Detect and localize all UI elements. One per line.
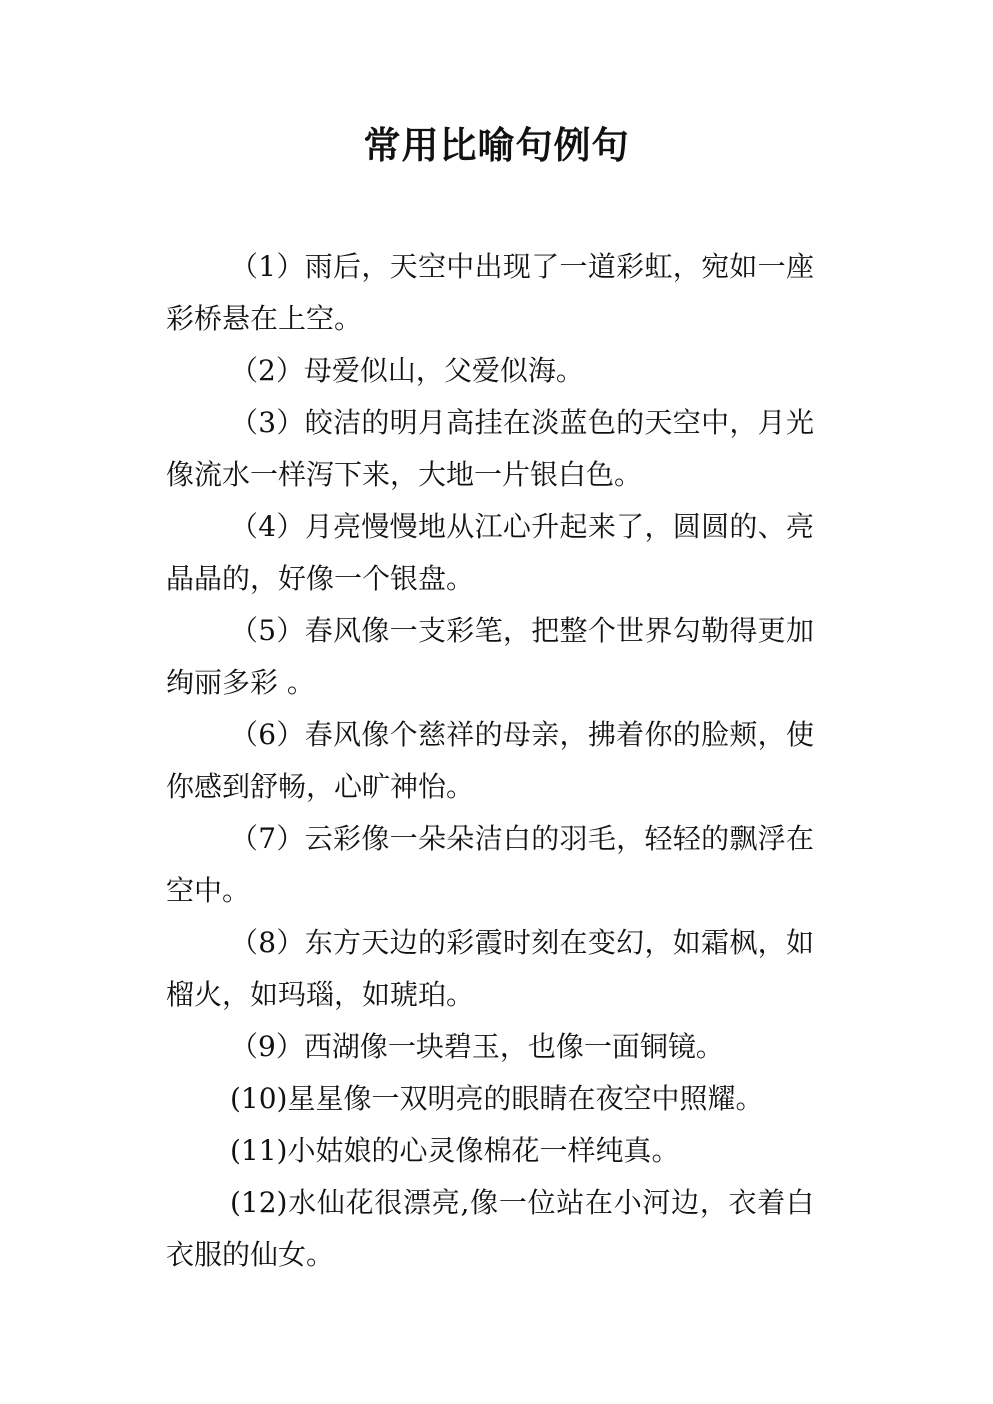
paragraph-10: (10)星星像一双明亮的眼睛在夜空中照耀。 bbox=[230, 1082, 764, 1115]
paragraph-11: (11)小姑娘的心灵像棉花一样纯真。 bbox=[230, 1134, 680, 1167]
paragraph-4: （4）月亮慢慢地从江心升起来了，圆圆的、亮晶晶的，好像一个银盘。 bbox=[166, 510, 814, 595]
document-body bbox=[166, 241, 814, 1281]
paragraph-8: （8）东方天边的彩霞时刻在变幻，如霜枫，如榴火，如玛瑙，如琥珀。 bbox=[166, 926, 814, 1011]
paragraph-2: （2）母爱似山，父爱似海。 bbox=[230, 354, 584, 387]
paragraph-6: （6）春风像个慈祥的母亲，拂着你的脸颊，使你感到舒畅，心旷神怡。 bbox=[166, 718, 814, 803]
paragraph-7: （7）云彩像一朵朵洁白的羽毛，轻轻的飘浮在空中。 bbox=[166, 822, 814, 907]
paragraph-3: （3）皎洁的明月高挂在淡蓝色的天空中，月光像流水一样泻下来，大地一片银白色。 bbox=[166, 406, 814, 491]
paragraph-9: （9）西湖像一块碧玉，也像一面铜镜。 bbox=[230, 1030, 724, 1063]
paragraph-5: （5）春风像一支彩笔，把整个世界勾勒得更加绚丽多彩 。 bbox=[166, 614, 814, 699]
paragraph-1: （1）雨后，天空中出现了一道彩虹，宛如一座彩桥悬在上空。 bbox=[166, 250, 814, 335]
document-title: 常用比喻句例句 bbox=[363, 124, 630, 167]
paragraph-12: (12)水仙花很漂亮,像一位站在小河边，衣着白衣服的仙女。 bbox=[166, 1186, 814, 1271]
